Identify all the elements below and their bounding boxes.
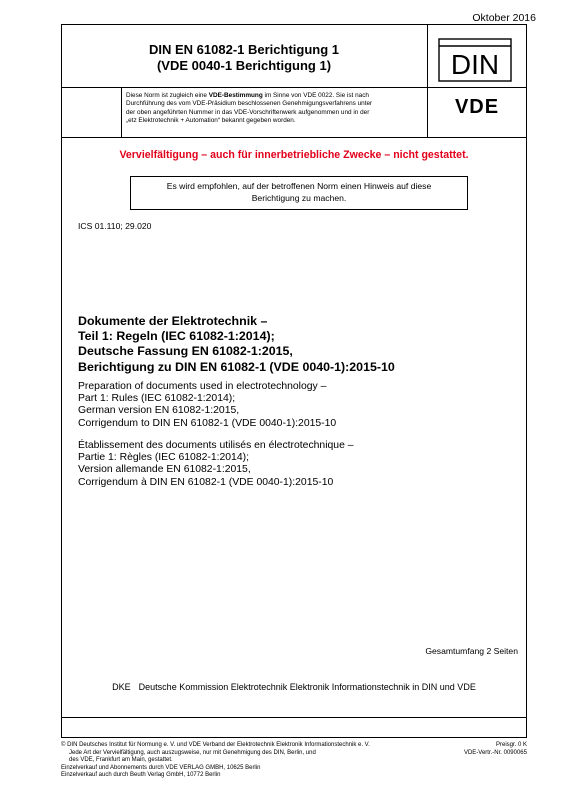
svg-text:VDE: VDE [454,96,500,116]
publication-date: Oktober 2016 [472,12,536,24]
dke-abbreviation: DKE [112,682,131,692]
price-group: Preisgr. 0 K [495,742,527,748]
corrigendum-recommendation: Es wird empfohlen, auf der betroffenen Norm einen Hinweis auf diese Berichtigung zu machen. [130,176,468,210]
dke-name: Deutsche Kommission Elektrotechnik Elektronik Informationstechnik in DIN und VDE [138,682,476,692]
divider [61,87,527,88]
divider [61,137,527,138]
total-pages: Gesamtumfang 2 Seiten [425,646,518,656]
divider [427,24,428,88]
ics-code: ICS 01.110; 29.020 [78,221,152,231]
divider [61,717,527,718]
english-title: Preparation of documents used in electrotechnology – Part 1: Rules (IEC 61082-1:2014); German version EN 61082-1:2015, Corrigendum to DIN EN 61082-1 (VDE 0040-1):2015-10 [78,381,337,429]
copyright-footer: © DIN Deutsches Institut für Normung e. V. und VDE Verband der Elektrotechnik Elektronik Informationstechnik e. V. Jede Art der Vervielfältigung, auch auszugsweise, nur mit Genehmigung des DIN, Berlin, und des VDE, Frankfurt am Main, gestattet. Einzelverkauf und Abonnements durch VDE VERLAG GMBH, 10625 Berlin Einzelverkauf auch durch Beuth Verlag GmbH, 10772 Berlin [61,742,370,779]
french-title: Établissement des documents utilisés en électrotechnique – Partie 1: Règles (IEC 61082-1:2014); Version allemande EN 61082-1:2015, Corrigendum à DIN EN 61082-1 (VDE 0040-1):2015-10 [78,440,354,488]
german-title: Dokumente der Elektrotechnik – Teil 1: Regeln (IEC 61082-1:2014); Deutsche Fassung EN 61082-1:2015, Berichtigung zu DIN EN 61082-1 (VDE 0040-1):2015-10 [78,314,395,374]
reproduction-notice: Vervielfältigung – auch für innerbetriebliche Zwecke – nicht gestattet. [119,149,469,161]
vde-logo [437,96,517,116]
vde-statement: Diese Norm ist zugleich eine VDE-Bestimmung im Sinne von VDE 0022. Sie ist nach Durchführung des vom VDE-Präsidium beschlossenen Genehmigungsverfahrens unter der oben angeführten Nummer in das VDE-Vorschriftenwerk aufgenommen und in der „etz Elektrotechnik + Automation“ bekannt gegeben worden. [126,92,373,125]
document-title-line: (VDE 0040-1 Berichtigung 1) [156,58,332,73]
vde-order-number: VDE-Vertr.-Nr. 0090065 [463,749,527,756]
price-info [464,742,527,757]
svg-text:DIN: DIN [450,49,500,80]
divider [427,88,428,138]
din-logo [438,38,512,82]
divider [121,88,122,138]
document-title-line: DIN EN 61082-1 Berichtigung 1 [149,42,339,57]
dke-line [61,682,527,692]
document-title [61,42,427,74]
